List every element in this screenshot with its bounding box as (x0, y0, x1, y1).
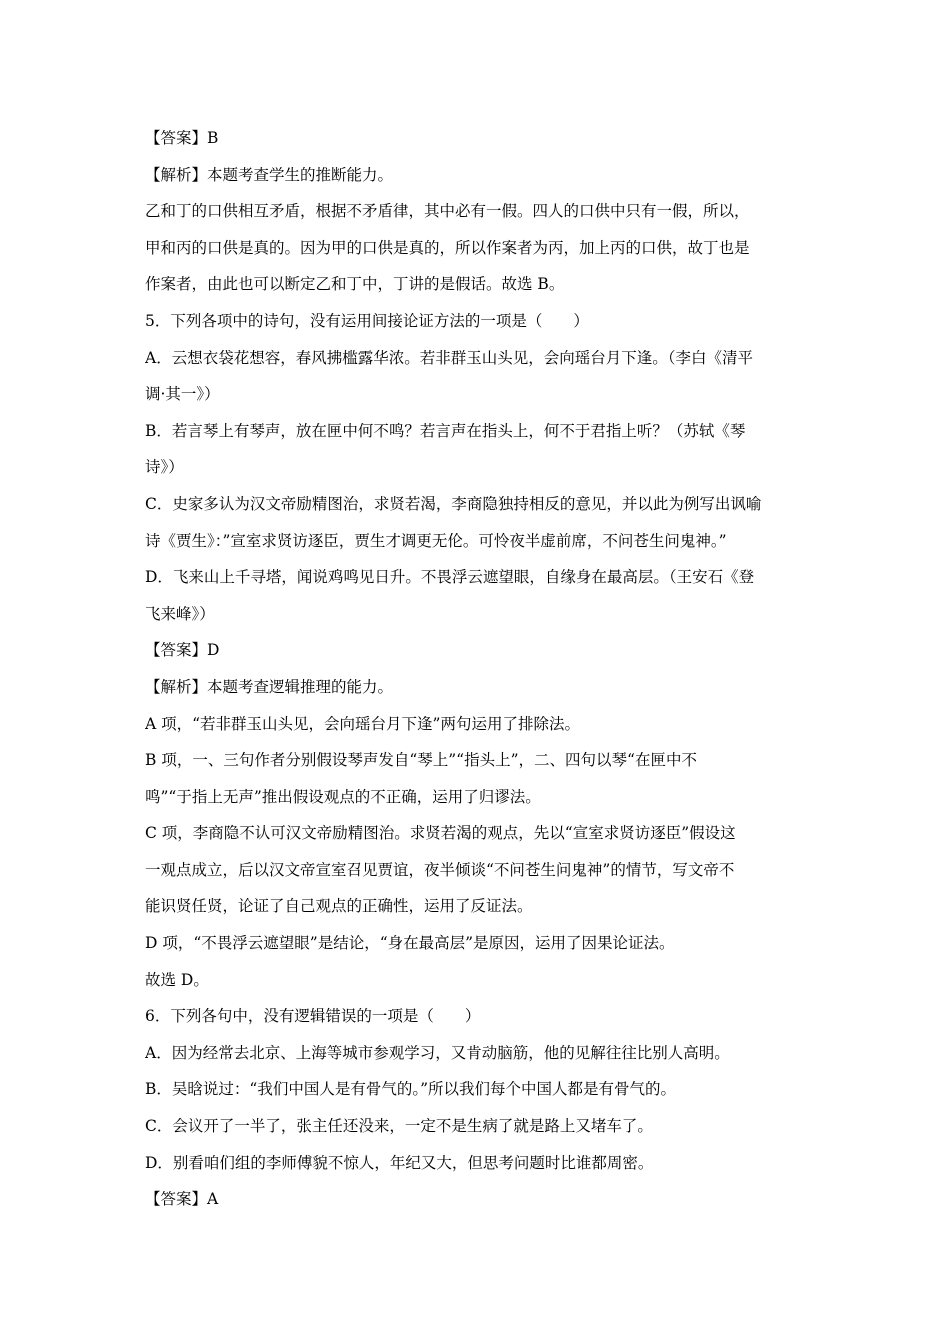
analysis-text-q4: 乙和丁的口供相互矛盾，根据不矛盾律，其中必有一假。四人的口供中只有一假，所以， (145, 202, 750, 221)
question-5-option-c: 诗《贾生》：”宣室求贤访逐臣，贾生才调更无伦。可怜夜半虚前席，不问苍生问鬼神。” (145, 531, 727, 550)
question-5-option-a: A．云想衣袋花想容，春风拂槛露华浓。若非群玉山头见，会向瑶台月下逢。（李白《清平 (145, 348, 753, 367)
question-5-option-b: B．若言琴上有琴声，放在匣中何不鸣？若言声在指头上，何不于君指上听？（苏轼《琴 (145, 421, 746, 440)
analysis-text-q5: 一观点成立，后以汉文帝宣室召见贾谊，夜半倾谈“不问苍生问鬼神”的情节，写文帝不 (145, 860, 735, 879)
analysis-text-q5: 鸣”“于指上无声”推出假设观点的不正确，运用了归谬法。 (145, 787, 541, 806)
document-body (145, 120, 815, 1218)
answer-label-q6: 【答案】A (145, 1190, 219, 1209)
question-6-option-b: B．吴晗说过：“我们中国人是有骨气的。”所以我们每个中国人都是有骨气的。 (145, 1080, 676, 1099)
question-5-option-b: 诗》） (145, 458, 184, 477)
question-6-option-c: C．会议开了一半了，张主任还没来，一定不是生病了就是路上又堵车了。 (145, 1117, 653, 1136)
analysis-conclusion-q5: 故选 D。 (145, 970, 209, 989)
answer-label-q4: 【答案】B (145, 129, 219, 147)
question-6-option-d: D．别看咱们组的李师傅貌不惊人，年纪又大，但思考问题时比谁都周密。 (145, 1153, 654, 1172)
analysis-label-q4: 【解析】本题考查学生的推断能力。 (145, 165, 394, 184)
question-5-option-c: C．史家多认为汉文帝励精图治，求贤若渴，李商隐独持相反的意见，并以此为例写出讽喻 (145, 494, 762, 513)
answer-label-q5: 【答案】D (145, 641, 220, 660)
analysis-text-q5: C 项，李商隐不认可汉文帝励精图治。求贤若渴的观点，先以“宣室求贤访逐臣”假设这 (145, 824, 736, 843)
question-5-option-d: 飞来峰》） (145, 604, 215, 623)
question-6-stem: 6．下列各句中，没有逻辑错误的一项是（ ） (145, 1007, 481, 1026)
analysis-text-q5: 能识贤任贤，论证了自己观点的正确性，运用了反证法。 (145, 897, 533, 916)
analysis-text-q5: D 项，“不畏浮云遮望眼”是结论，“身在最高层”是原因，运用了因果论证法。 (145, 934, 675, 953)
analysis-text-q4: 甲和丙的口供是真的。因为甲的口供是真的，所以作案者为丙，加上丙的口供，故丁也是 (145, 238, 750, 257)
analysis-text-q5: A 项，“若非群玉山头见，会向瑶台月下逢”两句运用了排除法。 (145, 714, 580, 733)
analysis-label-q5: 【解析】本题考查逻辑推理的能力。 (145, 677, 394, 696)
analysis-text-q5: B 项，一、三句作者分别假设琴声发自“琴上”“指头上”，二、四句以琴“在匣中不 (145, 751, 697, 770)
question-6-option-a: A．因为经常去北京、上海等城市参观学习，又肯动脑筋，他的见解往往比别人高明。 (145, 1043, 730, 1062)
question-5-stem: 5．下列各项中的诗句，没有运用间接论证方法的一项是（ ） (145, 311, 589, 330)
question-5-option-d: D．飞来山上千寻塔，闻说鸡鸣见日升。不畏浮云遮望眼，自缘身在最高层。（王安石《登 (145, 568, 755, 587)
analysis-text-q4: 作案者，由此也可以断定乙和丁中，丁讲的是假话。故选 B。 (145, 275, 565, 294)
question-5-option-a: 调·其一》） (145, 385, 220, 404)
